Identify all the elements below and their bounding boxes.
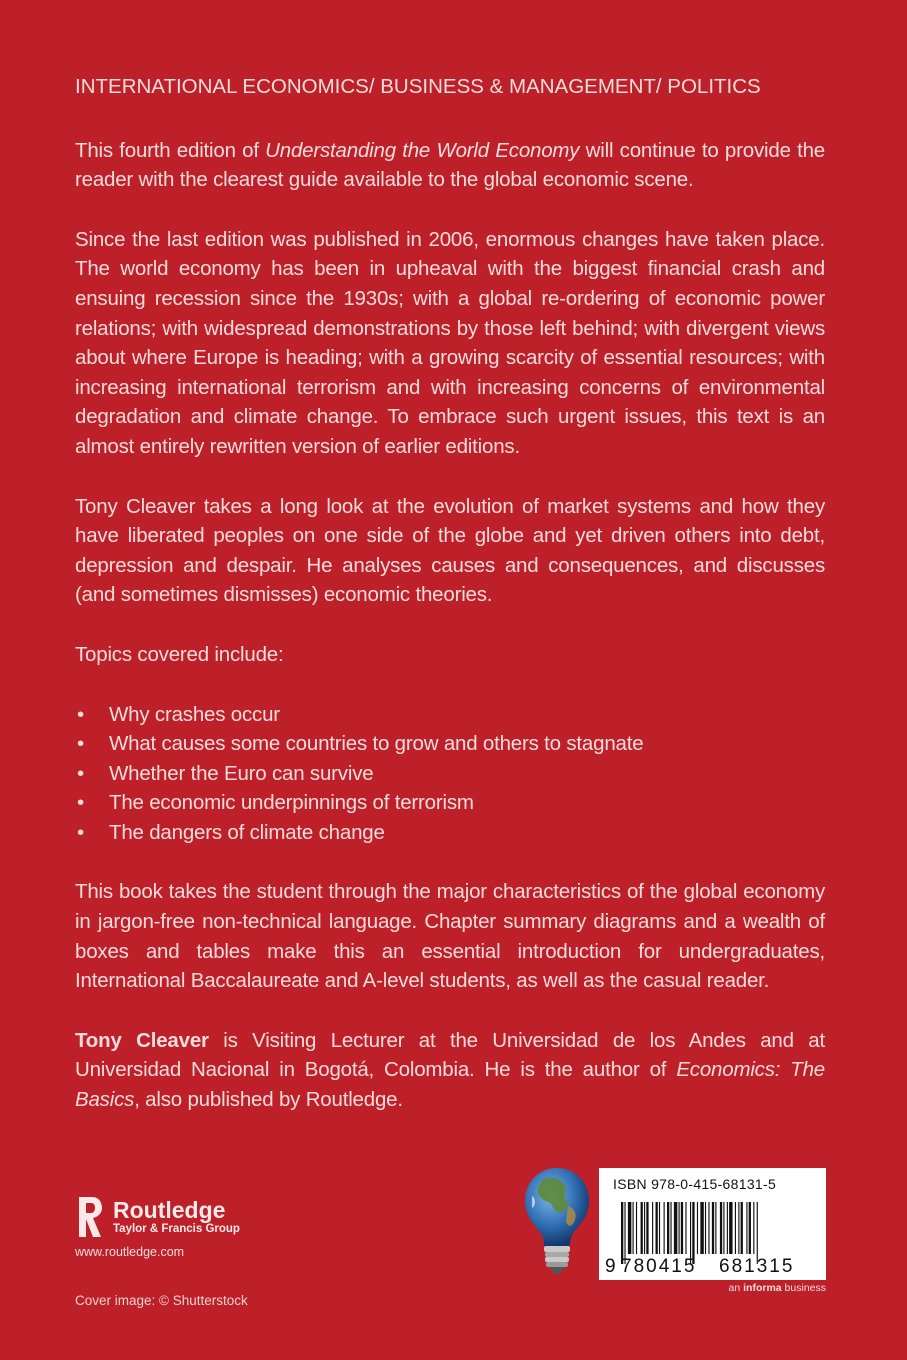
author-name: Tony Cleaver (75, 1028, 209, 1052)
barcode-bar (757, 1202, 758, 1264)
barcode-bar (667, 1202, 669, 1254)
barcode-bar (692, 1202, 694, 1264)
barcode-bar (636, 1202, 637, 1254)
barcode-bar (685, 1202, 686, 1254)
routledge-logo (75, 1193, 295, 1241)
barcode-bar (712, 1202, 714, 1254)
barcode-bar (670, 1202, 671, 1254)
barcode-bar (644, 1202, 645, 1254)
barcode-bar (690, 1202, 691, 1264)
informa-pre: an (728, 1282, 744, 1294)
barcode-bar (741, 1202, 743, 1254)
topics-list (75, 700, 825, 848)
barcode-bar (705, 1202, 706, 1254)
barcode-bar (738, 1202, 739, 1254)
barcode-bar (729, 1202, 732, 1254)
topic-item: • The economic underpinnings of terrorism (75, 788, 825, 818)
author-other-book: Economics: The Basics (75, 1058, 825, 1112)
barcode-bar (641, 1202, 643, 1254)
barcode-bar (633, 1202, 634, 1254)
informa-brand: informa (743, 1282, 782, 1294)
author-bio-end: , also published by Routledge. (134, 1088, 403, 1112)
cover-credit: Cover image: © Shutterstock (75, 1293, 248, 1308)
barcode-digits-left: 780415 (621, 1256, 697, 1277)
routledge-r-icon (75, 1193, 105, 1241)
barcode-bar (652, 1202, 653, 1254)
barcode-bar (727, 1202, 728, 1254)
topic-item: • Whether the Euro can survive (75, 759, 825, 789)
isbn-barcode (599, 1168, 826, 1280)
publisher-url[interactable]: www.routledge.com (75, 1245, 185, 1259)
barcode-bar (659, 1202, 660, 1254)
barcode-bar (697, 1202, 698, 1254)
intro-paragraph (75, 136, 825, 195)
intro-text-end: will continue to provide the reader with the clearest guide available to the global economic scene. (75, 138, 825, 192)
barcode-bar (720, 1202, 722, 1254)
topic-item: • Why crashes occur (75, 700, 825, 730)
publisher-block (75, 1193, 295, 1259)
topic-item: • What causes some countries to grow and others to stagnate (75, 729, 825, 759)
barcode-bar (715, 1202, 716, 1254)
audience-paragraph: This book takes the student through the major characteristics of the global economy in jargon-free non-technical language. Chapter summary diagrams and a wealth of boxes and tables make this an essential introduction for undergraduates, International Baccalaureate and A-level students, as well as the casual reader. (75, 880, 825, 993)
publisher-name: Routledge (113, 1196, 226, 1223)
book-title: Understanding the World Economy (265, 138, 580, 162)
barcode-bar (621, 1202, 623, 1264)
author-bio-text: is Visiting Lecturer at the Universidad de los Andes and at Universidad Nacional in Bogotá, Colombia. He is the author of (75, 1028, 825, 1082)
barcode-digits-right: 681315 (719, 1256, 795, 1277)
topic-item: • The dangers of climate change (75, 818, 825, 848)
informa-post: business (781, 1282, 826, 1294)
back-cover-text (75, 72, 825, 1145)
intro-text-start: This fourth edition of (75, 138, 266, 162)
author-bio (75, 1026, 825, 1115)
barcode-bar (681, 1202, 683, 1254)
barcode-bar (628, 1202, 631, 1254)
barcode-bar (674, 1202, 677, 1254)
globe-lightbulb-icon (522, 1166, 592, 1278)
barcode-bar (679, 1202, 680, 1254)
summary-paragraph: Tony Cleaver takes a long look at the evolution of market systems and how they have liberated peoples on one side of the globe and yet driven others into debt, depression and despair. He analyses causes and consequences, and discusses (and sometimes dismisses) economic theories. (75, 494, 825, 607)
barcode-bar (656, 1202, 658, 1254)
barcode-bar (723, 1202, 724, 1254)
barcode-bar (624, 1202, 625, 1264)
isbn-number: ISBN 978-0-415-68131-5 (613, 1176, 777, 1192)
barcode-bar (735, 1202, 736, 1254)
topics-intro: Topics covered include: (75, 642, 284, 666)
barcode-bar (753, 1202, 754, 1254)
barcode-bar (746, 1202, 747, 1254)
publisher-group: Taylor & Francis Group (113, 1222, 240, 1235)
barcode-bar (700, 1202, 703, 1254)
barcode-bar (664, 1202, 665, 1254)
changes-paragraph: Since the last edition was published in 2006, enormous changes have taken place. The world economy has been in upheaval with the biggest financial crash and ensuing recession since the 1930s; with a global re-ordering of economic power relations; with widespread demonstrations by those left behind; with divergent views about where Europe is heading; with a growing scarcity of essential resources; with increasing international terrorism and with increasing concerns of environmental degradation and climate change. To embrace such urgent issues, this text is an almost entirely rewritten version of earlier editions. (75, 227, 825, 458)
barcode-bar (708, 1202, 709, 1254)
barcode-bar (646, 1202, 648, 1254)
barcode-bar (749, 1202, 751, 1254)
informa-tagline (700, 1282, 826, 1294)
barcode-lead-digit: 9 (605, 1256, 616, 1277)
subject-category: INTERNATIONAL ECONOMICS/ BUSINESS & MANAGEMENT/ POLITICS (75, 75, 761, 98)
